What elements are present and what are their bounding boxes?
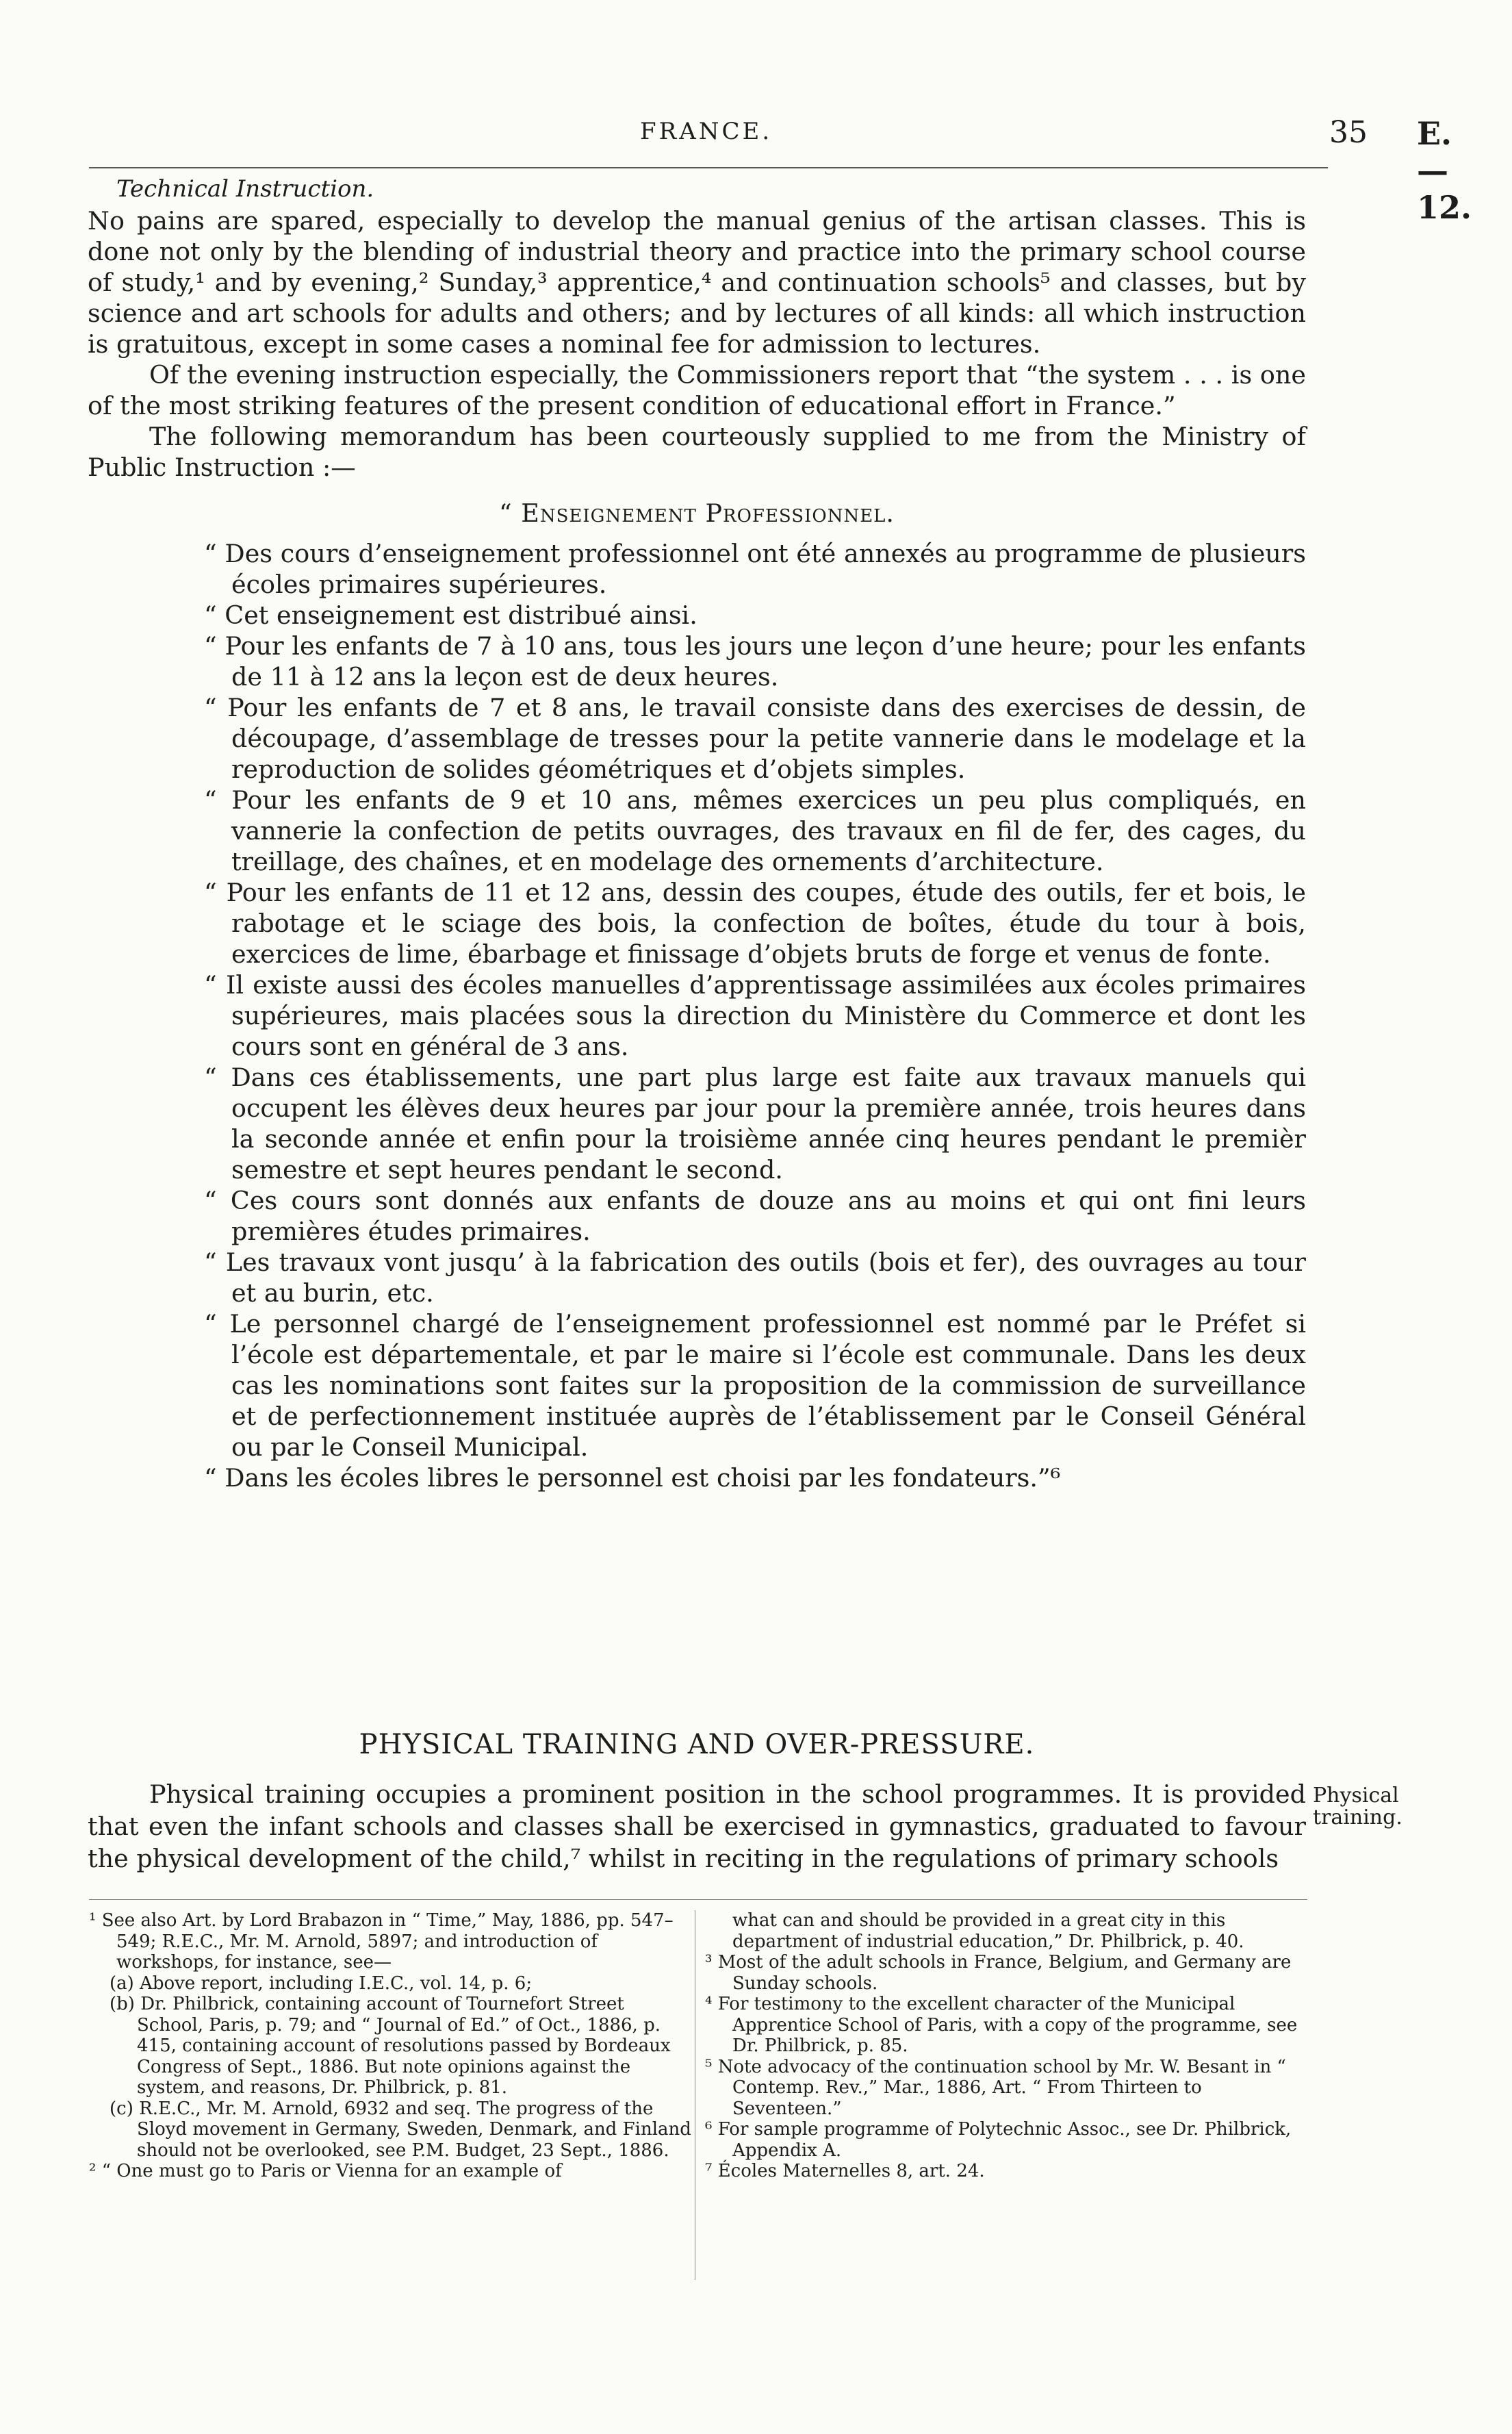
footnote-7: ⁷ Écoles Maternelles 8, art. 24. [705, 2161, 985, 2181]
footnote-2-continued: what can and should be provided in a great city in this department of industrial education,” Dr. Philbrick, p. 40. [732, 1910, 1244, 1952]
quote-paragraph: “ Des cours d’enseignement professionnel ont été annexés au programme de plusieurs écoles primaires supérieures. [204, 539, 1306, 599]
quote-paragraph: “ Le personnel chargé de l’enseignement professionnel est nommé par le Préfet si l’école est départementale, et par le maire si l’école est communale. Dans les deux cas les nominations sont faites sur la proposition de la commission de surveillance et de perfectionnement instituée auprès de l’établissement par le Conseil Général ou par le Conseil Municipal. [204, 1309, 1306, 1462]
footnote-1c: (c) R.E.C., Mr. M. Arnold, 6932 and seq. The progress of the Sloyd movement in Germany, Sweden, Denmark, and Finland should not be overlooked, see P.M. Budget, 23 Sept., 1886. [110, 2098, 691, 2161]
footnotes-left-column [89, 1910, 691, 2182]
footnotes-right-column [705, 1910, 1307, 2182]
paragraph-4: Physical training occupies a prominent position in the school programmes. It is provided that even the infant schools and classes shall be exercised in gymnastics, graduated to favour the physical development of the child,⁷ whilst in reciting in the regulations of primary schools [88, 1779, 1306, 1873]
header-rule [89, 167, 1328, 168]
quote-paragraph: “ Dans ces établissements, une part plus large est faite aux travaux manuels qui occupent les élèves deux heures par jour pour la première année, trois heures dans la seconde année et enfin pour la troisième année cinq heures pendant le premièr semestre et sept heures pendant le second. [204, 1063, 1306, 1184]
quote-paragraph: “ Cet enseignement est distribué ainsi. [204, 600, 697, 630]
margin-note: Physical training. [1313, 1784, 1402, 1829]
footnote-3: ³ Most of the adult schools in France, Belgium, and Germany are Sunday schools. [705, 1952, 1292, 1994]
quote-paragraph: “ Ces cours sont donnés aux enfants de douze ans au moins et qui ont fini leurs premières études primaires. [204, 1186, 1306, 1246]
footnote-2: ² “ One must go to Paris or Vienna for an example of [89, 2161, 562, 2181]
page-number: 35 [1329, 115, 1368, 150]
main-text [88, 205, 1306, 1493]
physical-training-text [88, 1778, 1306, 1875]
paragraph-1: No pains are spared, especially to develop the manual genius of the artisan classes. This is done not only by the blending of industrial theory and practice into the primary school course of study,¹ and by evening,² Sunday,³ apprentice,⁴ and continuation schools⁵ and classes, but by science and art schools for adults and others; and by lectures of all kinds: all which instruction is gratuitous, except in some cases a nominal fee for admission to lectures. [88, 206, 1306, 359]
quote-paragraph: “ Il existe aussi des écoles manuelles d’apprentissage assimilées aux écoles primaires supérieures, mais placées sous la direction du Ministère du Commerce et dont les cours sont en général de 3 ans. [204, 970, 1306, 1061]
memo-title: “ Enseignement Professionnel. [498, 498, 895, 528]
quote-paragraph: “ Les travaux vont jusqu’ à la fabrication des outils (bois et fer), des ouvrages au tour et au burin, etc. [204, 1247, 1306, 1308]
footnote-1: ¹ See also Art. by Lord Brabazon in “ Time,” May, 1886, pp. 547–549; R.E.C., Mr. M. Arnold, 5897; and introduction of workshops, for instance, see— [89, 1910, 674, 1973]
footnote-5: ⁵ Note advocacy of the continuation school by Mr. W. Besant in “ Contemp. Rev.,” Mar., 1886, Art. “ From Thirteen to Seventeen.” [705, 2056, 1286, 2119]
quote-paragraph: “ Pour les enfants de 7 et 8 ans, le travail consiste dans des exercises de dessin, de découpage, d’assemblage de tresses pour la petite vannerie dans le modelage et la reproduction de solides géométriques et d’objets simples. [204, 693, 1306, 784]
running-title: FRANCE. [640, 118, 773, 145]
section-title: PHYSICAL TRAINING AND OVER-PRESSURE. [359, 1729, 1035, 1760]
paragraph-2: Of the evening instruction especially, the Commissioners report that “the system . . . is one of the most striking features of the present condition of educational effort in France.” [88, 360, 1306, 420]
footnote-rule [89, 1899, 1307, 1900]
quote-paragraph: “ Pour les enfants de 7 à 10 ans, tous les jours une leçon d’une heure; pour les enfants de 11 à 12 ans la leçon est de deux heures. [204, 631, 1306, 692]
footnote-6: ⁶ For sample programme of Polytechnic Assoc., see Dr. Philbrick, Appendix A. [705, 2119, 1292, 2161]
quote-paragraph: “ Dans les écoles libres le personnel est choisi par les fondateurs.”⁶ [204, 1463, 1061, 1493]
footnote-1b: (b) Dr. Philbrick, containing account of Tournefort Street School, Paris, p. 79; and “ Journal of Ed.” of Oct., 1886, p. 415, containing account of resolutions passed by Bordeaux Congress of Sept., 1886. But note opinions against the system, and reasons, Dr. Philbrick, p. 81. [110, 1994, 671, 2098]
footnote-4: ⁴ For testimony to the excellent character of the Municipal Apprentice School of Paris, with a copy of the programme, see Dr. Philbrick, p. 85. [705, 1994, 1298, 2056]
paragraph-3: The following memorandum has been courteously supplied to me from the Ministry of Public Instruction :— [88, 422, 1306, 482]
document-code: E.—12. [1417, 115, 1472, 226]
quote-paragraph: “ Pour les enfants de 11 et 12 ans, dessin des coupes, étude des outils, fer et bois, le rabotage et le sciage des bois, la confection de boîtes, étude du tour à bois, exercices de lime, ébarbage et finissage d’objets bruts de forge et venus de fonte. [204, 878, 1306, 969]
footnote-1a: (a) Above report, including I.E.C., vol. 14, p. 6; [110, 1973, 533, 1994]
subheading: Technical Instruction. [116, 175, 374, 203]
quote-paragraph: “ Pour les enfants de 9 et 10 ans, mêmes exercices un peu plus compliqués, en vannerie la confection de petits ouvrages, des travaux en fil de fer, des cages, du treillage, des chaînes, et en modelage des ornements d’architecture. [204, 785, 1306, 876]
